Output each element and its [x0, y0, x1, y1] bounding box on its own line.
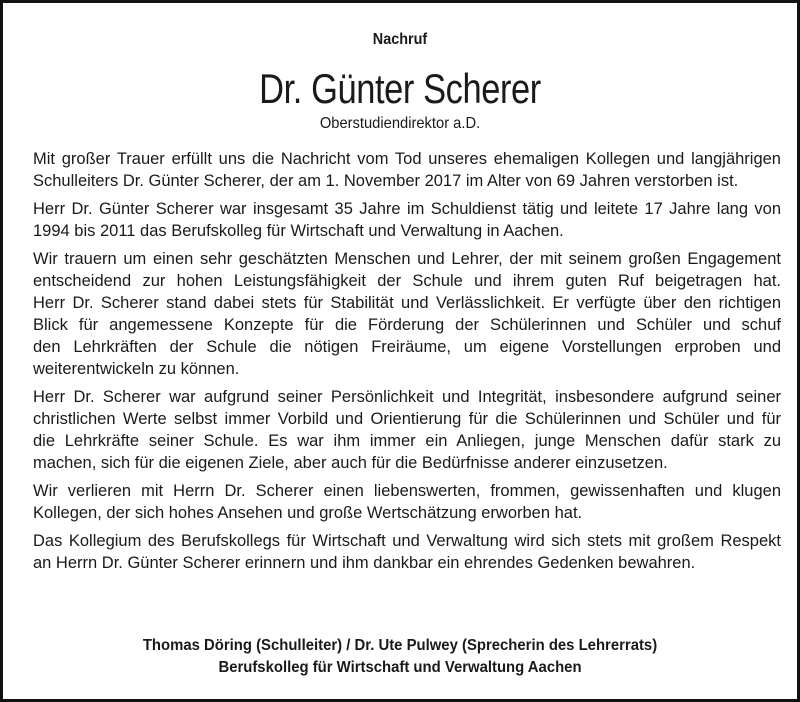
- text-line: entscheidend zur hohen Leistungsfähigkeit der Schule und ihrem guten Ruf beigetragen hat.: [33, 272, 781, 290]
- deceased-title: Oberstudiendirektor a.D.: [319, 115, 481, 132]
- text-line: an Herrn Dr. Günter Scherer erinnern und ihm dankbar ein ehrendes Gedenken bewahren.: [33, 554, 696, 572]
- text-line: Kollegen, der sich hohes Ansehen und große Wertschätzung erworben hat.: [33, 504, 583, 522]
- text-line: 1994 bis 2011 das Berufskolleg für Wirtschaft und Verwaltung in Aachen.: [33, 222, 564, 240]
- text-line: Wir verlieren mit Herrn Dr. Scherer einen liebenswerten, frommen, gewissenhaften und klugen: [33, 482, 781, 500]
- text-line: Das Kollegium des Berufskollegs für Wirtschaft und Verwaltung wird sich stets mit großem Respekt: [33, 532, 781, 550]
- body-paragraph: [33, 530, 781, 574]
- institution-name: Berufskolleg für Wirtschaft und Verwaltung Aachen: [218, 659, 582, 676]
- text-line: Mit großer Trauer erfüllt uns die Nachricht vom Tod unseres ehemaligen Kollegen und langjährigen: [33, 150, 781, 168]
- notice-heading: Nachruf: [372, 31, 428, 48]
- text-line: den Lehrkräften der Schule die nötigen Freiräume, um eigene Vorstellungen erproben und: [33, 338, 781, 356]
- body-paragraph: [33, 248, 781, 380]
- text-line: Wir trauern um einen sehr geschätzten Menschen und Lehrer, der mit seinem großen Engagement: [33, 250, 781, 268]
- text-line: christlichen Werte selbst immer Vorbild und Orientierung für die Schülerinnen und Schüler und für: [33, 410, 781, 428]
- text-line: Herr Dr. Scherer war aufgrund seiner Persönlichkeit und Integrität, insbesondere aufgrund seiner: [33, 388, 781, 406]
- body-paragraph: [33, 386, 781, 474]
- text-line: Herr Dr. Günter Scherer war insgesamt 35 Jahre im Schuldienst tätig und leitete 17 Jahre lang von: [33, 200, 781, 218]
- text-line: Herr Dr. Scherer stand dabei stets für Stabilität und Verlässlichkeit. Er verfügte über den richtigen: [33, 294, 781, 312]
- text-line: weiterentwickeln zu können.: [33, 360, 240, 378]
- notice-body: [33, 148, 781, 580]
- body-paragraph: [33, 480, 781, 524]
- signatories: Thomas Döring (Schulleiter) / Dr. Ute Pulwey (Sprecherin des Lehrerrats): [142, 637, 658, 654]
- deceased-name: Dr. Günter Scherer: [259, 65, 541, 112]
- text-line: Blick für angemessene Konzepte für die Förderung der Schülerinnen und Schüler und schuf: [33, 316, 781, 334]
- signature-block: [3, 635, 797, 679]
- body-paragraph: [33, 148, 781, 192]
- text-line: Schulleiters Dr. Günter Scherer, der am 1. November 2017 im Alter von 69 Jahren verstorben ist.: [33, 172, 739, 190]
- body-paragraph: [33, 198, 781, 242]
- text-line: machen, sich für die eigenen Ziele, aber auch für die Bedürfnisse anderer einzusetzen.: [33, 454, 668, 472]
- text-line: die Lehrkräfte seiner Schule. Es war ihm immer ein Anliegen, junge Menschen dafür stark zu: [33, 432, 781, 450]
